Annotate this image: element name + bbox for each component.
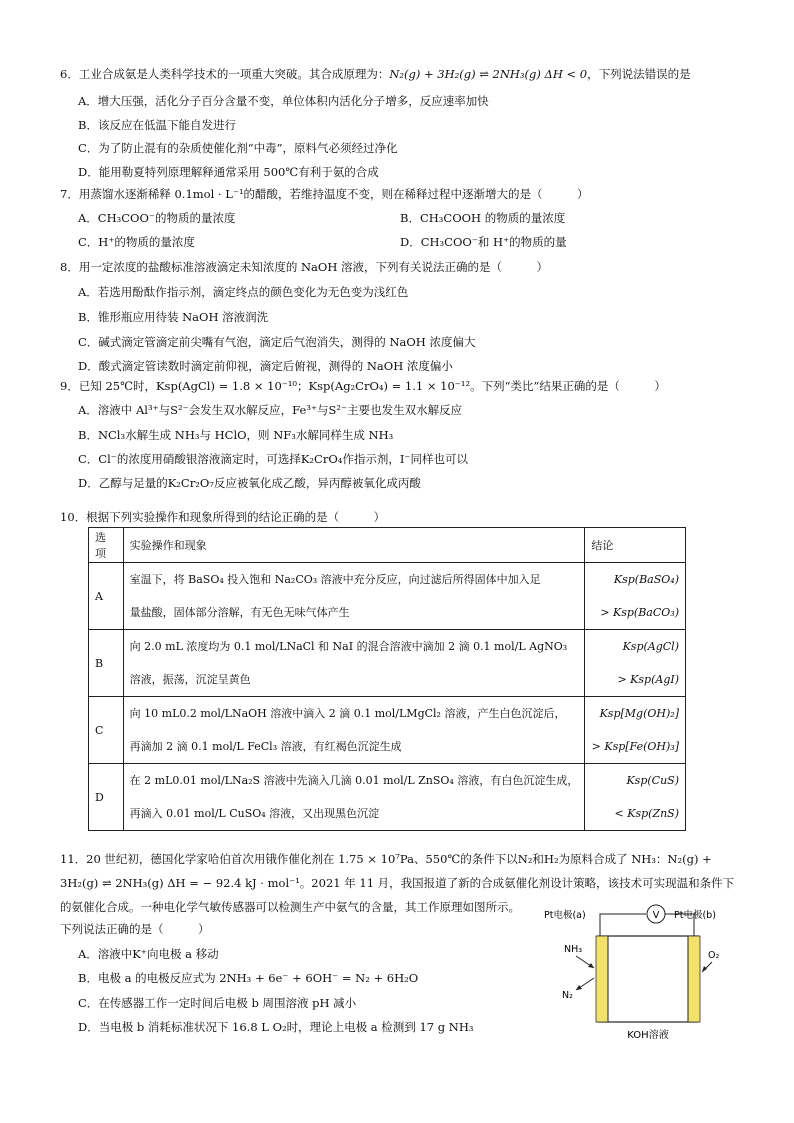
q9-option-b: B．NCl₃水解生成 NH₃与 HClO，则 NF₃水解同样生成 NH₃ — [78, 428, 394, 442]
q11-option-a: A．溶液中K⁺向电极 a 移动 — [78, 947, 219, 961]
header-option: 选项 — [89, 528, 124, 563]
sensor-diagram — [530, 898, 730, 1048]
row-option: A — [89, 563, 124, 630]
cell-container — [598, 936, 698, 1022]
electrode-b-label: Pt电极(b) — [674, 910, 716, 921]
q6-option-c: C．为了防止混有的杂质使催化剂“中毒”，原料气必须经过净化 — [78, 141, 398, 155]
q11-stem-line4: 下列说法正确的是（ ） — [60, 922, 210, 936]
q8-stem: 8．用一定浓度的盐酸标准溶液滴定未知浓度的 NaOH 溶液，下列有关说法正确的是（ ） — [60, 260, 548, 274]
electrode-a — [596, 936, 608, 1022]
header-conclusion: 结论 — [585, 528, 686, 563]
q11-stem-line1: 11．20 世纪初，德国化学家哈伯首次用锇作催化剂在 1.75 × 10⁷Pa、550℃的条件下以N₂和H₂为原料合成了 NH₃：N₂(g) + — [60, 852, 712, 866]
table-row — [89, 630, 686, 697]
q9-option-d: D．乙醇与足量的K₂Cr₂O₇反应被氧化成乙酸，异丙醇被氧化成丙酸 — [78, 476, 421, 490]
row-option: C — [89, 697, 124, 764]
q11-stem-line2: 3H₂(g) ⇌ 2NH₃(g) ΔH = − 92.4 kJ · mol⁻¹。2021 年 11 月，我国报道了新的合成氨催化剂设计策略，该技术可实现温和条件下 — [60, 876, 735, 890]
q7-stem: 7．用蒸馏水逐渐稀释 0.1mol · L⁻¹的醋酸，若维持温度不变，则在稀释过程中逐渐增大的是（ ） — [60, 187, 589, 201]
q8-option-b: B．锥形瓶应用待装 NaOH 溶液润洗 — [78, 310, 269, 324]
q7-option-b: B．CH₃COOH 的物质的量浓度 — [400, 211, 566, 225]
row-operation: 在 2 mL0.01 mol/LNa₂S 溶液中先滴入几滴 0.01 mol/L ZnSO₄ 溶液，有白色沉淀生成， 再滴入 0.01 mol/L CuSO₄ 溶液，又出现黑色沉淀 — [123, 764, 585, 831]
q6-option-b: B．该反应在低温下能自发进行 — [78, 118, 236, 132]
row-conclusion: Ksp(AgCl) > Ksp(AgI) — [585, 630, 686, 697]
q9-option-a: A．溶液中 Al³⁺与S²⁻会发生双水解反应，Fe³⁺与S²⁻主要也发生双水解反应 — [78, 403, 463, 417]
row-option: B — [89, 630, 124, 697]
table-row — [89, 697, 686, 764]
table-header-row — [89, 528, 686, 563]
q11-stem-line3: 的氨催化合成。一种电化学气敏传感器可以检测生产中氨气的含量，其工作原理如图所示。 — [60, 900, 520, 914]
q8-option-a: A．若选用酚酞作指示剂，滴定终点的颜色变化为无色变为浅红色 — [78, 285, 409, 299]
row-option: D — [89, 764, 124, 831]
table-row — [89, 563, 686, 630]
row-conclusion: Ksp(CuS) < Ksp(ZnS) — [585, 764, 686, 831]
q8-option-d: D．酸式滴定管读数时滴定前仰视，滴定后俯视，测得的 NaOH 浓度偏小 — [78, 359, 453, 373]
o2-label: O₂ — [708, 950, 720, 961]
q11-option-d: D．当电极 b 消耗标准状况下 16.8 L O₂时，理论上电极 a 检测到 17 g NH₃ — [78, 1020, 474, 1034]
row-operation: 向 10 mL0.2 mol/LNaOH 溶液中滴入 2 滴 0.1 mol/LMgCl₂ 溶液，产生白色沉淀后， 再滴加 2 滴 0.1 mol/L FeCl₃ 溶液，有红褐色沉淀生成 — [123, 697, 585, 764]
table-row — [89, 764, 686, 831]
row-operation: 向 2.0 mL 浓度均为 0.1 mol/LNaCl 和 NaI 的混合溶液中滴加 2 滴 0.1 mol/L AgNO₃ 溶液，振荡，沉淀呈黄色 — [123, 630, 585, 697]
wire-left — [600, 914, 646, 936]
q11-option-c: C．在传感器工作一定时间后电极 b 周围溶液 pH 减小 — [78, 996, 357, 1010]
q7-option-a: A．CH₃COO⁻的物质的量浓度 — [78, 211, 236, 225]
q9-stem: 9．已知 25℃时，Ksp(AgCl) = 1.8 × 10⁻¹⁰；Ksp(Ag₂CrO₄) = 1.1 × 10⁻¹²。下列“类比”结果正确的是（ ） — [60, 379, 666, 393]
row-operation: 室温下，将 BaSO₄ 投入饱和 Na₂CO₃ 溶液中充分反应，向过滤后所得固体中加入足 量盐酸，固体部分溶解，有无色无味气体产生 — [123, 563, 585, 630]
q6-option-a: A．增大压强，活化分子百分含量不变，单位体积内活化分子增多，反应速率加快 — [78, 94, 489, 108]
q11-option-b: B．电极 a 的电极反应式为 2NH₃ + 6e⁻ + 6OH⁻ = N₂ + 6H₂O — [78, 971, 419, 985]
nh3-label: NH₃ — [564, 944, 583, 955]
q9-option-c: C．Cl⁻的浓度用硝酸银溶液滴定时，可选择K₂CrO₄作指示剂，I⁻同样也可以 — [78, 452, 468, 466]
row-conclusion: Ksp[Mg(OH)₂] > Ksp[Fe(OH)₃] — [585, 697, 686, 764]
row-conclusion: Ksp(BaSO₄) > Ksp(BaCO₃) — [585, 563, 686, 630]
q7-option-d: D．CH₃COO⁻和 H⁺的物质的量 — [400, 235, 567, 249]
q7-option-c: C．H⁺的物质的量浓度 — [78, 235, 195, 249]
q6-option-d: D．能用勒夏特列原理解释通常采用 500℃有利于氨的合成 — [78, 165, 379, 179]
q6-stem: 6．工业合成氨是人类科学技术的一项重大突破。其合成原理为：N₂(g) + 3H₂(g) ⇌ 2NH₃(g) ΔH < 0，下列说法错误的是 — [60, 67, 691, 81]
electrode-b — [688, 936, 700, 1022]
voltmeter-label: V — [652, 910, 660, 921]
koh-solution-label: KOH溶液 — [627, 1030, 669, 1041]
experiment-table — [88, 527, 686, 831]
header-operation: 实验操作和现象 — [123, 528, 585, 563]
q10-stem: 10．根据下列实验操作和现象所得到的结论正确的是（ ） — [60, 510, 386, 524]
q8-option-c: C．碱式滴定管滴定前尖嘴有气泡，滴定后气泡消失，测得的 NaOH 浓度偏大 — [78, 335, 476, 349]
electrode-a-label: Pt电极(a) — [544, 910, 586, 921]
n2-label: N₂ — [562, 990, 573, 1001]
